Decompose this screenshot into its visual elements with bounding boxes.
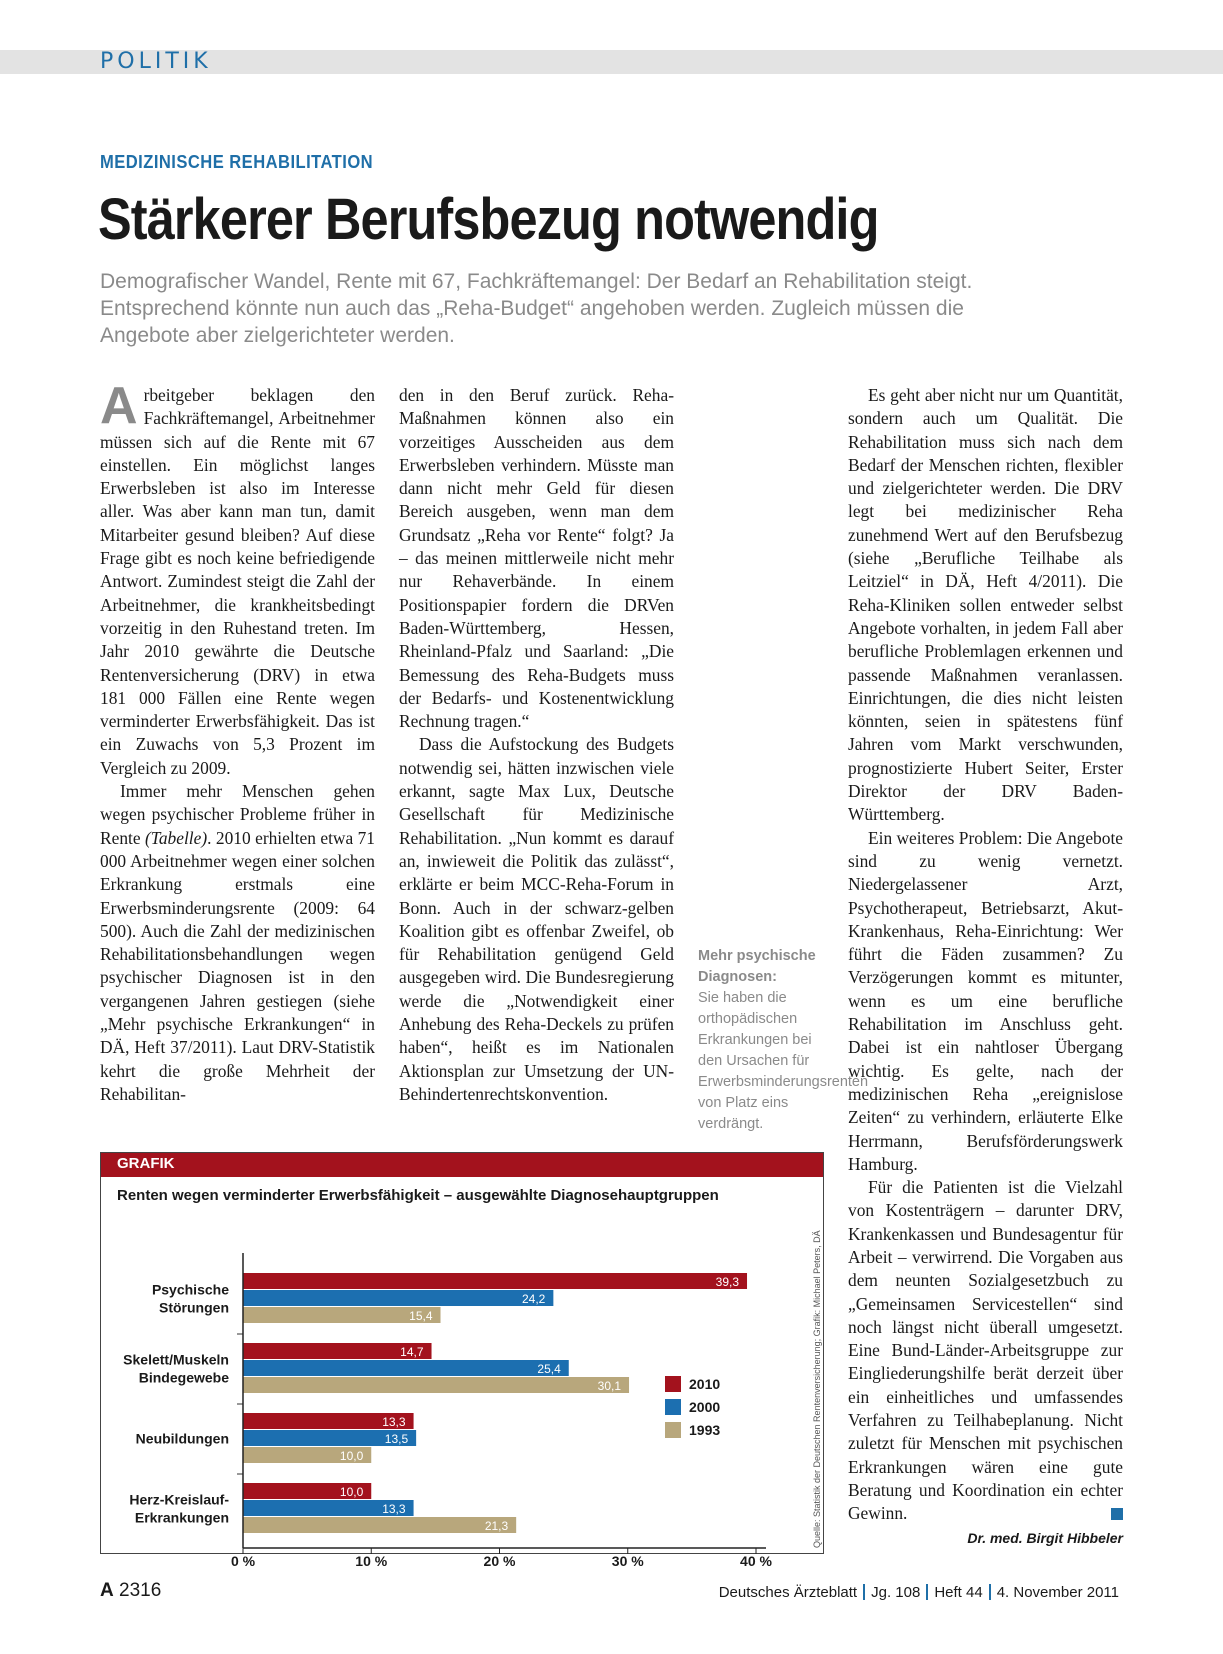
x-tick-label: 20 % (483, 1553, 516, 1569)
bar-1993 (243, 1377, 629, 1393)
bar-2000 (243, 1360, 569, 1376)
paragraph (100, 780, 375, 1106)
article-lead: Demografischer Wandel, Rente mit 67, Fachkräftemangel: Der Bedarf an Rehabilitation steigt. Entsprechend könnte nun auch das „Reha-Budget“ angehoben werden. Zugleich müssen die Angebote aber zielgerichteter werden. (100, 270, 973, 347)
category-label: Erkrankungen (134, 1509, 229, 1526)
bar-value-label: 39,3 (715, 1275, 740, 1289)
journal-volume: Jg. 108 (871, 1584, 921, 1601)
section-label: POLITIK (100, 49, 212, 74)
footer-separator (863, 1584, 865, 1600)
paragraph: Dass die Aufstockung des Budgets notwendig sei, hätten inzwischen viele erkannt, sagte Max Lux, Deutsche Gesellschaft für Medizinische Rehabilitation. „Nun kommt es darauf an, inwieweit die Politik das zulässt“, erklärte er beim MCC-Reha-Forum in Bonn. Auch in der schwarz-gelben Koalition gibt es offenbar Zweifel, ob für Rehabilitation genügend Geld ausgegeben wird. Die Bundesregierung werde die „Notwendigkeit einer Anhebung des Reha-Deckels zu prüfen haben“, heißt es im Nationalen Aktionsplan zur Umsetzung der UN-Behindertenrechtskonvention. (399, 734, 674, 1104)
paragraph (848, 1176, 1123, 1525)
bar-1993 (243, 1517, 516, 1533)
legend-label: 2000 (689, 1399, 721, 1415)
text-column-1 (100, 377, 375, 1106)
text-column-4 (848, 384, 1123, 1526)
paragraph: Es geht aber nicht nur um Quantität, sondern auch um Qualität. Die Rehabilitation muss sich nach dem Bedarf der Menschen richten, flexibler und zielgerichteter werden. Die DRV legt bei medizinischer Reha zunehmend Wert auf den Berufsbezug (siehe „Berufliche Teilhabe als Leitziel“ in DÄ, Heft 4/2011). Die Reha-Kliniken sollen entweder selbst Angebote vorhalten, in jedem Fall aber berufliche Problemlagen erkennen und passende Maßnahmen veranlassen. Einrichtungen, die dies nicht leisten könnten, seien in spätestens fünf Jahren vom Markt verschwunden, prognostizierte Hubert Seiter, Erster Direktor der DRV Baden-Württemberg. (848, 385, 1123, 825)
drop-cap: A (100, 377, 138, 435)
sidebar-caption (698, 946, 869, 1135)
category-label: Neubildungen (135, 1430, 229, 1447)
bar-2000 (243, 1290, 553, 1306)
x-tick-label: 0 % (230, 1553, 256, 1569)
legend-swatch-2010 (665, 1376, 681, 1392)
journal-name: Deutsches Ärzteblatt (718, 1584, 858, 1601)
bar-value-label: 13,3 (382, 1415, 406, 1429)
chart-header-label: GRAFIK (117, 1155, 175, 1172)
bar-chart (101, 1153, 823, 1569)
category-label: Bindegewebe (138, 1369, 229, 1386)
paragraph-text: . 2010 erhielten etwa 71 000 Arbeitnehmer wegen einer solchen Erkrankung erstmals eine Erwerbsminderungsrente (2009: 64 500). Auch die Zahl der medizinischen Rehabilitationsbehandlungen wegen psychischer Diagnosen ist in den vergangenen Jahren gestiegen (siehe „Mehr psychische Erkrankungen“ in DÄ, Heft 37/2011). Laut DRV-Statistik kehrt die große Mehrheit der Rehabilitan- (100, 827, 375, 1104)
bar-value-label: 13,3 (382, 1502, 406, 1516)
chart-source-note: Quelle: Statistik der Deutschen Rentenversicherung; Grafik: Michael Peters, DÄ (812, 1230, 822, 1548)
category-label: Skelett/Muskeln (123, 1351, 229, 1368)
bar-value-label: 15,4 (409, 1309, 433, 1323)
legend-swatch-1993 (665, 1422, 681, 1438)
article-kicker: MEDIZINISCHE REHABILITATION (100, 152, 374, 172)
journal-date: 4. November 2011 (996, 1584, 1119, 1601)
paragraph: den in den Beruf zurück. Reha-Maßnahmen können also ein vorzeitiges Ausscheiden aus dem Erwerbsleben verhindern. Müsste man dann nicht mehr Geld für diesen Bereich ausgeben, wenn man dem Grundsatz „Reha vor Rente“ folgt? Ja – das meinen mittlerweile nicht mehr nur Rehaverbände. In einem Positionspapier fordern die DRVen Baden-Württemberg, Hessen, Rheinland-Pfalz und Saarland: „Die Bemessung des Reha-Budgets muss der Bedarfs- und Kostenentwicklung Rechnung tragen.“ (399, 385, 674, 732)
bar-value-label: 24,2 (522, 1292, 546, 1306)
article-headline: Stärkerer Berufsbezug notwendig (98, 187, 879, 252)
legend-swatch-2000 (665, 1399, 681, 1415)
bar-value-label: 21,3 (484, 1519, 509, 1533)
x-tick-label: 40 % (740, 1553, 772, 1569)
page-number (100, 1580, 161, 1602)
bar-value-label: 10,0 (339, 1449, 364, 1463)
bar-value-label: 13,5 (384, 1432, 409, 1446)
bar-value-label: 30,1 (597, 1379, 622, 1393)
sidebar-heading: Mehr psychische Diagnosen: (698, 948, 816, 985)
bar-value-label: 14,7 (400, 1345, 424, 1359)
chart-title: Renten wegen verminderter Erwerbsfähigkeit – ausgewählte Diagnosehauptgruppen (117, 1187, 719, 1204)
category-label: Herz-Kreislauf- (129, 1491, 229, 1508)
paragraph: Ein weiteres Problem: Die Angebote sind zu wenig vernetzt. Niedergelassener Arzt, Psychotherapeut, Betriebsarzt, Akut-Krankenhaus, Reha-Einrichtung: Wer führt die Fäden zusammen? Zu Verzögerungen kommt es mitunter, wenn es um eine berufliche Rehabilitation im Anschluss geht. Dabei ist ein nahtloser Übergang wichtig. Es gelte, nach der medizinischen Reha „ereignislose Zeiten“ zu verhindern, erläuterte Elke Herrmann, Berufsförderungswerk Hamburg. (848, 827, 1123, 1174)
footer-separator (926, 1584, 928, 1600)
journal-footer (719, 1584, 1119, 1601)
legend-label: 2010 (689, 1376, 721, 1392)
x-tick-label: 10 % (355, 1553, 388, 1569)
page-number-value: 2316 (119, 1580, 162, 1601)
legend-label: 1993 (689, 1422, 721, 1438)
paragraph-text: rbeitgeber beklagen den Fachkräftemangel, Arbeitnehmer müssen sich auf die Rente mit 67 einstellen. Ein möglichst langes Erwerbsleben ist also im Interesse aller. Was aber kann man tun, damit Mitarbeiter gesund bleiben? Auf diese Frage gibt es noch keine befriedigende Antwort. Zumindest steigt die Zahl der Arbeitnehmer, die krankheitsbedingt vorzeitig in den Ruhestand treten. Im Jahr 2010 gewährte die Deutsche Rentenversicherung (DRV) in etwa 181 000 Fällen eine Rente wegen verminderter Erwerbsfähigkeit. Das ist ein Zuwachs von 5,3 Prozent im Vergleich zu 2009. (100, 385, 375, 778)
paragraph-text: Immer mehr Menschen gehen wegen psychischer Probleme früher in Rente (100, 781, 375, 848)
x-tick-label: 30 % (611, 1553, 644, 1569)
paragraph (100, 377, 375, 780)
footer-separator (989, 1584, 991, 1600)
end-mark-icon (1111, 1508, 1123, 1520)
bar-2010 (243, 1273, 747, 1289)
bar-value-label: 10,0 (339, 1485, 364, 1499)
sidebar-text: Sie haben die orthopädischen Erkrankungen bei den Ursachen für Erwerbsminderungsrenten von Platz eins verdrängt. (698, 990, 869, 1132)
category-label: Psychische (151, 1281, 229, 1298)
page-prefix: A (100, 1580, 114, 1601)
text-column-2 (399, 384, 674, 1106)
chart-panel (100, 1152, 824, 1569)
article-author: Dr. med. Birgit Hibbeler (967, 1530, 1123, 1546)
table-reference: (Tabelle) (144, 827, 208, 848)
journal-issue: Heft 44 (934, 1584, 983, 1601)
paragraph-text: Für die Patienten ist die Vielzahl von Kostenträgern – darunter DRV, Krankenkassen und Bundesagentur für Arbeit – verwirrend. Die Vorgaben aus dem neunten Sozialgesetzbuch zu „Gemeinsamen Servicestellen“ sind noch längst nicht überall umgesetzt. Eine Bund-Länder-Arbeitsgruppe zur Eingliederungshilfe berät derzeit über ein einheitliches und umfassendes Verfahren zu Teilhabeplanung. Nicht zuletzt für Menschen mit psychischen Erkrankungen wären eine gute Beratung und Koordination ein echter Gewinn. (848, 1177, 1123, 1524)
category-label: Störungen (159, 1299, 229, 1316)
bar-value-label: 25,4 (537, 1362, 561, 1376)
